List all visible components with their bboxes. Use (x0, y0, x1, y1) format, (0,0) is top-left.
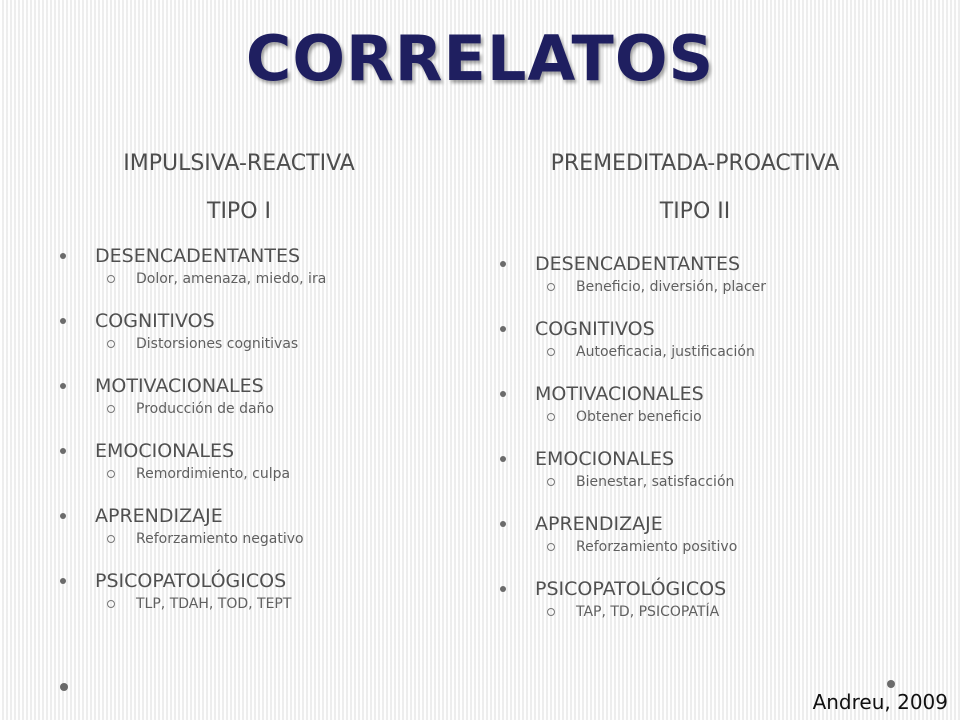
sub-item-text: Producción de daño (136, 401, 274, 417)
sub-item-text: TAP, TD, PSICOPATÍA (576, 604, 720, 620)
bullet-icon (500, 391, 506, 397)
sub-item (95, 400, 480, 418)
list-item (500, 380, 920, 426)
right-heading-number: TIPO II (659, 199, 731, 224)
sub-item (535, 408, 920, 426)
item-label: EMOCIONALES (535, 448, 675, 470)
bullet-icon (60, 383, 66, 389)
item-label: MOTIVACIONALES (535, 383, 704, 405)
list-item (60, 307, 480, 353)
list-item (60, 437, 480, 483)
sub-item-text: TLP, TDAH, TOD, TEPT (136, 596, 292, 612)
left-list (60, 242, 480, 613)
circle-bullet-icon (107, 470, 115, 478)
sub-item (95, 530, 480, 548)
bullet-icon (500, 586, 506, 592)
circle-bullet-icon (547, 543, 555, 551)
circle-bullet-icon (547, 348, 555, 356)
citation: Andreu, 2009 (812, 690, 948, 714)
list-item (60, 502, 480, 548)
bullet-icon (60, 253, 66, 259)
bullet-icon (500, 521, 506, 527)
empty-bullet-icon (60, 683, 68, 691)
left-column (60, 140, 480, 632)
circle-bullet-icon (547, 608, 555, 616)
item-label: COGNITIVOS (95, 310, 215, 332)
list-item (500, 315, 920, 361)
bullet-icon (500, 261, 506, 267)
bullet-icon (60, 318, 66, 324)
list-item (500, 445, 920, 491)
sub-item-text: Beneficio, diversión, placer (576, 279, 766, 295)
sub-item-text: Obtener beneficio (576, 409, 702, 425)
bullet-icon (60, 448, 66, 454)
circle-bullet-icon (547, 283, 555, 291)
bullet-icon (500, 456, 506, 462)
list-item (60, 242, 480, 288)
bullet-icon (500, 326, 506, 332)
circle-bullet-icon (107, 275, 115, 283)
sub-item (535, 343, 920, 361)
circle-bullet-icon (107, 535, 115, 543)
sub-item-text: Distorsiones cognitivas (136, 336, 299, 352)
item-label: APRENDIZAJE (535, 513, 663, 535)
bullet-icon (60, 513, 66, 519)
list-item (60, 372, 480, 418)
item-label: APRENDIZAJE (95, 505, 223, 527)
sub-item (95, 335, 480, 353)
sub-item (535, 538, 920, 556)
slide-title: CORRELATOS (245, 22, 715, 95)
circle-bullet-icon (107, 405, 115, 413)
circle-bullet-icon (107, 600, 115, 608)
sub-item (95, 270, 480, 288)
list-item (500, 575, 920, 621)
right-heading-type: PREMEDITADA-PROACTIVA (550, 151, 840, 176)
item-label: EMOCIONALES (95, 440, 235, 462)
list-item (500, 510, 920, 556)
sub-item-text: Reforzamiento negativo (136, 531, 304, 547)
list-item (60, 567, 480, 613)
item-label: MOTIVACIONALES (95, 375, 264, 397)
item-label: DESENCADENTANTES (535, 253, 741, 275)
empty-bullet-icon (887, 680, 895, 688)
item-label: COGNITIVOS (535, 318, 655, 340)
sub-item (95, 595, 480, 613)
sub-item (535, 278, 920, 296)
left-heading-number: TIPO I (207, 199, 271, 224)
sub-item (535, 473, 920, 491)
right-column (500, 140, 920, 640)
item-label: PSICOPATOLÓGICOS (535, 578, 727, 600)
sub-item-text: Autoeficacia, justificación (576, 344, 755, 360)
bullet-icon (60, 578, 66, 584)
sub-item (535, 603, 920, 621)
circle-bullet-icon (547, 478, 555, 486)
circle-bullet-icon (547, 413, 555, 421)
item-label: PSICOPATOLÓGICOS (95, 570, 287, 592)
left-heading-type: IMPULSIVA-REACTIVA (123, 151, 355, 176)
sub-item-text: Bienestar, satisfacción (576, 474, 735, 490)
sub-item-text: Dolor, amenaza, miedo, ira (136, 271, 327, 287)
sub-item-text: Remordimiento, culpa (136, 466, 291, 482)
sub-item-text: Reforzamiento positivo (576, 539, 738, 555)
circle-bullet-icon (107, 340, 115, 348)
item-label: DESENCADENTANTES (95, 245, 301, 267)
right-list (500, 250, 920, 621)
list-item (500, 250, 920, 296)
sub-item (95, 465, 480, 483)
